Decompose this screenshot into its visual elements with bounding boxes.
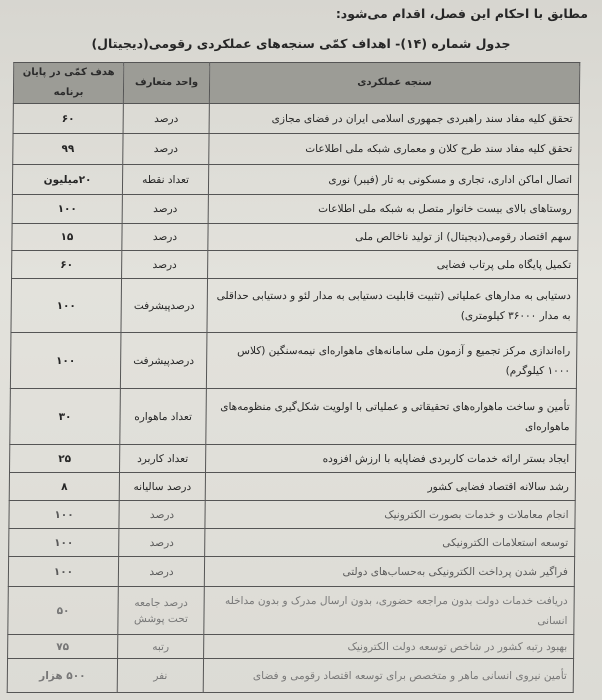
indicator-cell: اتصال اماکن اداری، تجاری و مسکونی به تار (فیبر) نوری [208, 165, 578, 195]
target-cell: ۳۰ [10, 389, 121, 445]
table-row [12, 251, 578, 279]
unit-cell: تعداد کاربرد [120, 445, 206, 473]
indicator-cell: تحقق کلیه مفاد سند راهبردی جمهوری اسلامی ایران در فضای مجازی [209, 104, 579, 134]
indicator-cell: تأمین نیروی انسانی ماهر و متخصص برای توسعه اقتصاد رقومی و فضای [203, 659, 573, 693]
target-cell: ۶۰ [13, 104, 123, 134]
unit-cell: درصدپیشرفت [120, 333, 207, 389]
unit-cell: تعداد نقطه [122, 165, 208, 195]
table-row [8, 587, 575, 635]
indicator-cell: راه‌اندازی مرکز تجمیع و آزمون ملی سامانه‌های ماهواره‌ای نیمه‌سنگین (کلاس ۱۰۰۰ کیلوگرم) [206, 333, 577, 389]
target-cell: ۲۵ [10, 445, 120, 473]
indicator-cell: ایجاد بستر ارائه خدمات کاربردی فضاپایه با ارزش افزوده [206, 445, 576, 473]
indicator-cell: روستاهای بالای بیست خانوار متصل به شبکه ملی اطلاعات [208, 195, 578, 224]
table-row [10, 445, 576, 473]
table-row [12, 195, 578, 224]
unit-cell: درصد جامعه تحت پوشش [118, 587, 205, 635]
indicator-cell: دستیابی به مدارهای عملیاتی (تثبیت قابلیت دستیابی به مدار لئو و دستیابی حداقلی به مدار ۳۶۰۰۰ کیلومتری) [207, 279, 578, 333]
target-cell: ۸ [9, 473, 119, 501]
unit-cell: نفر [117, 659, 203, 693]
unit-cell: تعداد ماهواره [120, 389, 207, 445]
indicator-cell: دریافت خدمات دولت بدون مراجعه حضوری، بدون ارسال مدرک و بدون مداخله انسانی [204, 587, 575, 635]
unit-cell: درصد [122, 251, 208, 279]
target-cell: ۹۹ [13, 134, 123, 165]
unit-cell: درصد [122, 224, 208, 251]
target-cell: ۲۰میلیون [12, 165, 122, 195]
header-indicator: سنجه عملکردی [209, 63, 579, 104]
table-row [7, 659, 573, 693]
unit-cell: درصد [123, 104, 209, 134]
target-cell: ۱۰۰ [8, 557, 118, 587]
unit-cell: درصد [119, 529, 205, 557]
target-cell: ۱۰۰ [11, 279, 122, 333]
indicator-cell: انجام معاملات و خدمات بصورت الکترونیک [205, 501, 575, 529]
indicator-cell: سهم اقتصاد رقومی(دیجیتال) از تولید ناخالص ملی [208, 224, 578, 251]
target-cell: ۱۰۰ [9, 501, 119, 529]
unit-cell: درصد [122, 195, 208, 224]
target-cell: ۶۰ [12, 251, 122, 279]
table-row [9, 529, 575, 557]
indicator-cell: تحقق کلیه مفاد سند طرح کلان و معماری شبکه ملی اطلاعات [209, 134, 579, 165]
performance-targets-table [7, 62, 581, 693]
table-header-row [13, 63, 579, 104]
target-cell: ۵۰۰ هزار [7, 659, 117, 693]
table-row [13, 104, 579, 134]
header-target: هدف کمّی در پایان برنامه [13, 63, 123, 104]
table-row [8, 635, 574, 659]
table-row [8, 557, 574, 587]
unit-cell: رتبه [118, 635, 204, 659]
intro-text: مطابق با احکام این فصل، اقدام می‌شود: [335, 6, 588, 21]
target-cell: ۱۵ [12, 224, 122, 251]
unit-cell: درصد [118, 557, 204, 587]
table-row [13, 134, 579, 165]
indicator-cell: توسعه استعلامات الکترونیکی [205, 529, 575, 557]
unit-cell: درصدپیشرفت [121, 279, 208, 333]
table-row [12, 224, 578, 251]
table-caption: جدول شماره (۱۴)- اهداف کمّی سنجه‌های عملکردی رقومی(دیجیتال) [91, 36, 511, 51]
table-row [11, 279, 578, 333]
unit-cell: درصد [119, 501, 205, 529]
target-cell: ۵۰ [8, 587, 119, 635]
target-cell: ۱۰۰ [9, 529, 119, 557]
unit-cell: درصد [123, 134, 209, 165]
indicator-cell: تکمیل پایگاه ملی پرتاب فضایی [208, 251, 578, 279]
target-cell: ۱۰۰ [12, 195, 122, 224]
table-row [9, 501, 575, 529]
indicator-cell: فراگیر شدن پرداخت الکترونیکی به‌حساب‌های دولتی [204, 557, 574, 587]
unit-cell: درصد سالیانه [119, 473, 205, 501]
indicator-cell: تأمین و ساخت ماهواره‌های تحقیقاتی و عملیاتی با اولویت شکل‌گیری منظومه‌های ماهواره‌ای [206, 389, 577, 445]
table-row [12, 165, 578, 195]
header-unit: واحد متعارف [123, 63, 209, 104]
table-row [9, 473, 575, 501]
indicator-cell: رشد سالانه اقتصاد فضایی کشور [205, 473, 575, 501]
target-cell: ۱۰۰ [10, 333, 121, 389]
table-row [10, 333, 577, 389]
table-row [10, 389, 577, 445]
indicator-cell: بهبود رتبه کشور در شاخص توسعه دولت الکترونیک [204, 635, 574, 659]
target-cell: ۷۵ [8, 635, 118, 659]
